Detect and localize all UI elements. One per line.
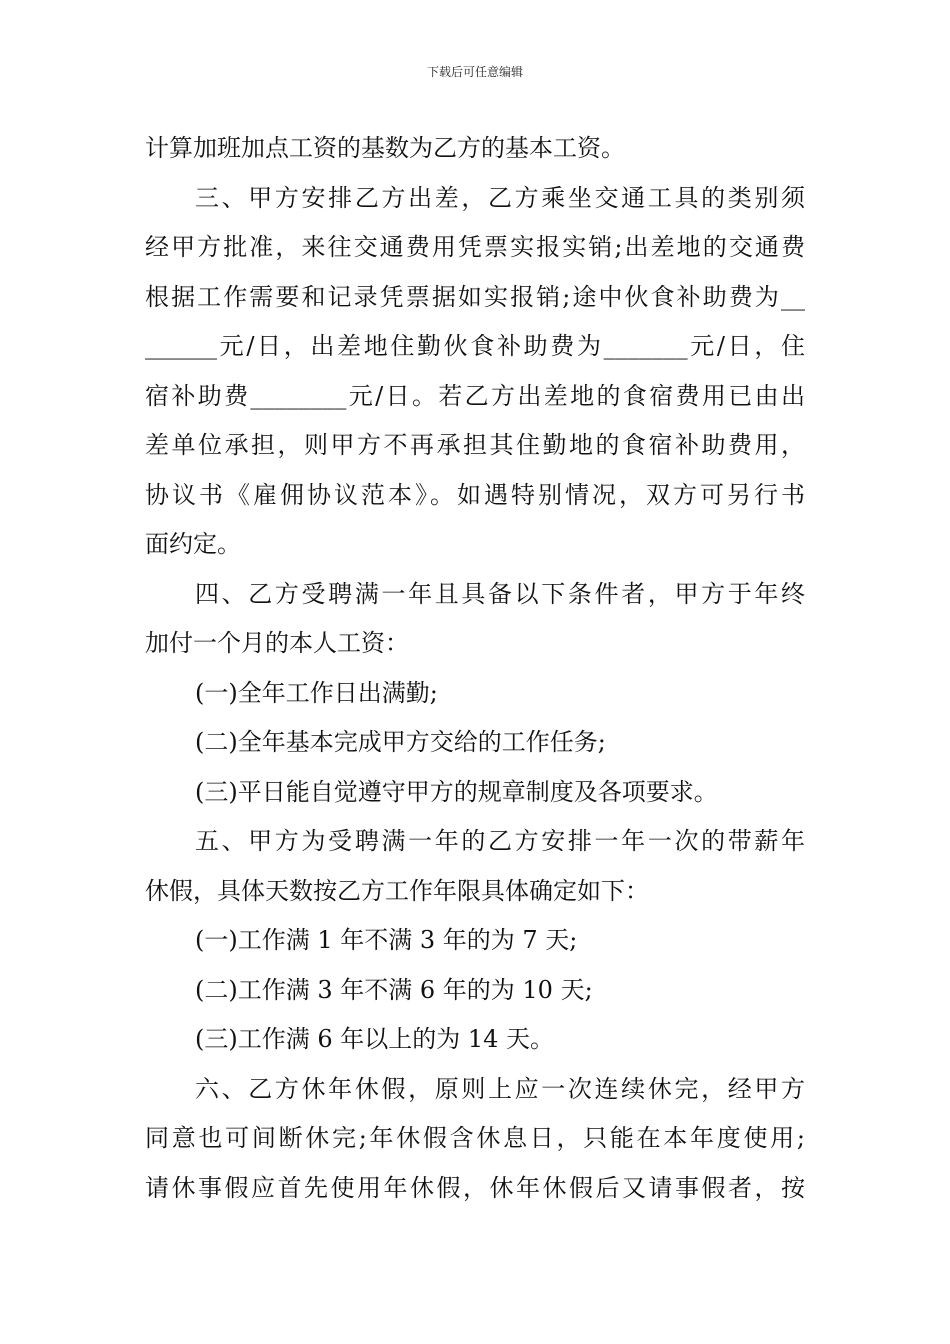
text-line: 同意也可间断休完;年休假含休息日，只能在本年度使用;: [145, 1124, 805, 1152]
text-line: 加付一个月的本人工资：: [145, 629, 409, 657]
text-line: (三)平日能自觉遵守甲方的规章制度及各项要求。: [195, 777, 718, 806]
text-line: 休假，具体天数按乙方工作年限具体确定如下：: [145, 876, 649, 905]
text-line: 差单位承担，则甲方不再承担其住勤地的食宿补助费用，: [145, 431, 805, 459]
text-line: 请休事假应首先使用年休假，休年休假后又请事假者，按: [145, 1173, 805, 1202]
text-line: (二)工作满 3 年不满 6 年的为 10 天;: [195, 975, 593, 1004]
text-line: (三)工作满 6 年以上的为 14 天。: [195, 1025, 555, 1053]
text-line: 六、乙方休年休假，原则上应一次连续休完，经甲方: [195, 1074, 805, 1103]
text-line: 四、乙方受聘满一年且具备以下条件者，甲方于年终: [195, 579, 805, 608]
text-line: 三、甲方安排乙方出差，乙方乘坐交通工具的类别须: [195, 183, 805, 212]
text-line: (一)全年工作日出满勤;: [195, 678, 438, 707]
text-line: 计算加班加点工资的基数为乙方的基本工资。: [145, 134, 625, 162]
text-line: 协议书《雇佣协议范本》。如遇特别情况，双方可另行书: [145, 480, 805, 509]
text-line: (一)工作满 1 年不满 3 年的为 7 天;: [195, 926, 578, 954]
page-header: 下载后可任意编辑: [426, 65, 523, 79]
text-line: ______元/日，出差地住勤伙食补助费为_______元/日，住: [145, 332, 805, 360]
text-line: 根据工作需要和记录凭票据如实报销;途中伙食补助费为__: [145, 282, 805, 311]
text-line: (二)全年基本完成甲方交给的工作任务;: [195, 728, 606, 756]
text-line: 宿补助费________元/日。若乙方出差地的食宿费用已由出: [145, 381, 805, 410]
text-line: 面约定。: [145, 530, 241, 558]
document-body: [145, 124, 805, 1213]
text-line: 经甲方批准，来往交通费用凭票实报实销;出差地的交通费: [145, 233, 805, 261]
text-line: 五、甲方为受聘满一年的乙方安排一年一次的带薪年: [195, 827, 805, 855]
